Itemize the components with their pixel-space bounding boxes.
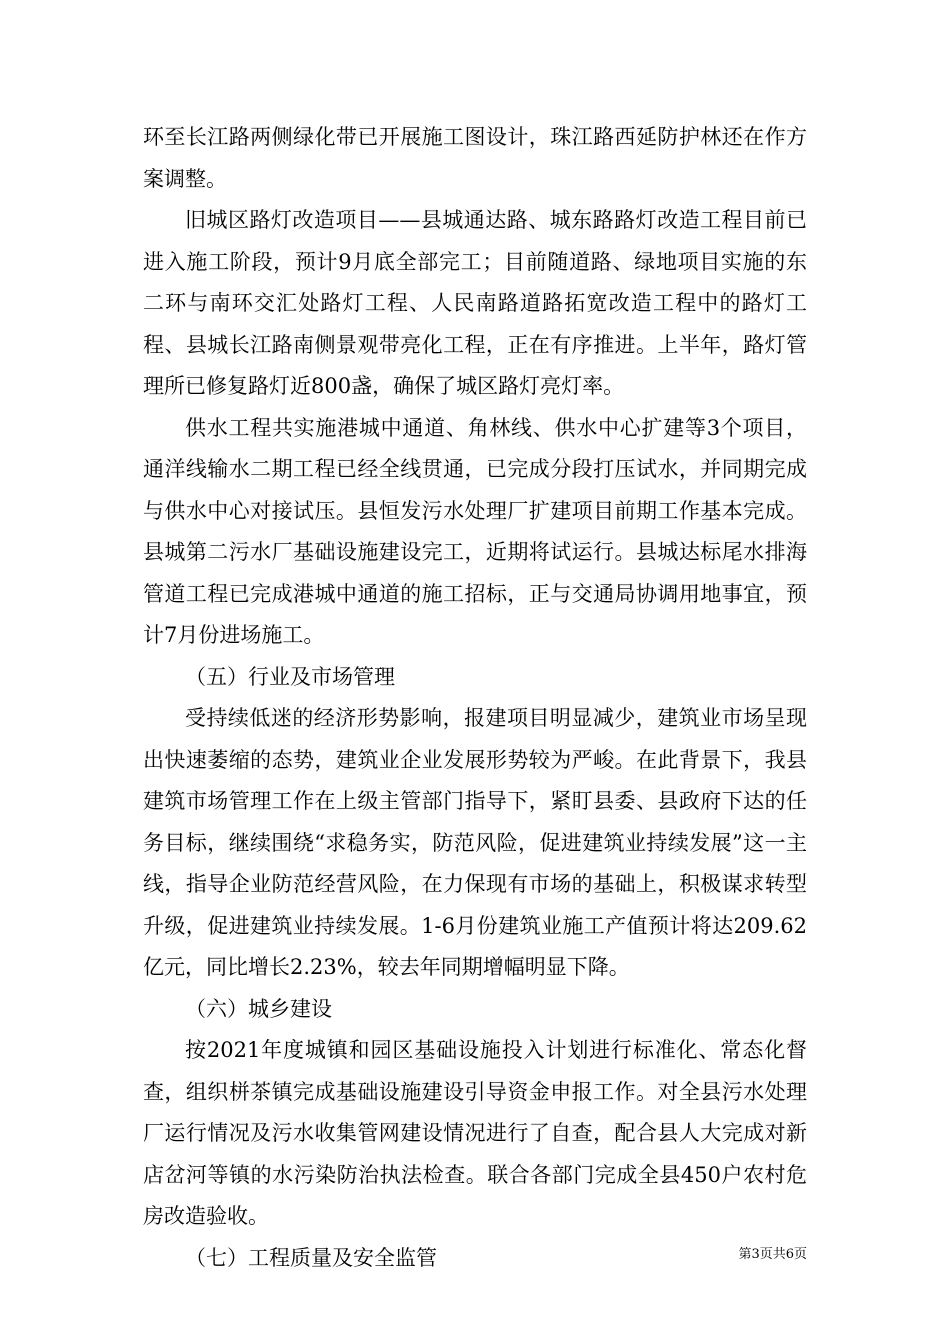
section-heading-quality-safety: （七）工程质量及安全监管 xyxy=(185,1245,437,1270)
paragraph-streetlight-renovation: 旧城区路灯改造项目——县城通达路、城东路路灯改造工程目前已进入施工阶段，预计9月底全部完工；目前随道路、绿地项目实施的东二环与南环交汇处路灯工程、人民南路道路拓宽改造工程中的路灯工程、县城长江路南侧景观带亮化工程，正在有序推进。上半年，路灯管理所已修复路灯近800盏，确保了城区路灯亮灯率。 xyxy=(143,208,807,398)
section-heading-urban-rural: （六）城乡建设 xyxy=(185,996,332,1021)
section-heading-industry-market: （五）行业及市场管理 xyxy=(185,664,395,689)
paragraph-infrastructure-inspection: 按2021年度城镇和园区基础设施投入计划进行标准化、常态化督查，组织栟茶镇完成基础设施建设引导资金申报工作。对全县污水处理厂运行情况及污水收集管网建设情况进行了自查，配合县人大完成对新店岔河等镇的水污染防治执法检查。联合各部门完成全县450户农村危房改造验收。 xyxy=(143,1038,807,1228)
paragraph-construction-market: 受持续低迷的经济形势影响，报建项目明显减少，建筑业市场呈现出快速萎缩的态势，建筑业企业发展形势较为严峻。在此背景下，我县建筑市场管理工作在上级主管部门指导下，紧盯县委、县政府下达的任务目标，继续围绕“求稳务实，防范风险，促进建筑业持续发展”这一主线，指导企业防范经营风险，在力保现有市场的基础上，积极谋求转型升级，促进建筑业持续发展。1-6月份建筑业施工产值预计将达209.62亿元，同比增长2.23%，较去年同期增幅明显下降。 xyxy=(143,706,807,979)
document-body xyxy=(143,117,807,1279)
paragraph-water-supply: 供水工程共实施港城中通道、角林线、供水中心扩建等3个项目，通洋线输水二期工程已经全线贯通，已完成分段打压试水，并同期完成与供水中心对接试压。县恒发污水处理厂扩建项目前期工作基本完成。县城第二污水厂基础设施建设完工，近期将试运行。县城达标尾水排海管道工程已完成港城中通道的施工招标，正与交通局协调用地事宜，预计7月份进场施工。 xyxy=(143,415,807,647)
page-number-footer: 第3页共6页 xyxy=(738,1247,807,1262)
paragraph-greenbelt-continued: 环至长江路两侧绿化带已开展施工图设计，珠江路西延防护林还在作方案调整。 xyxy=(143,125,807,191)
